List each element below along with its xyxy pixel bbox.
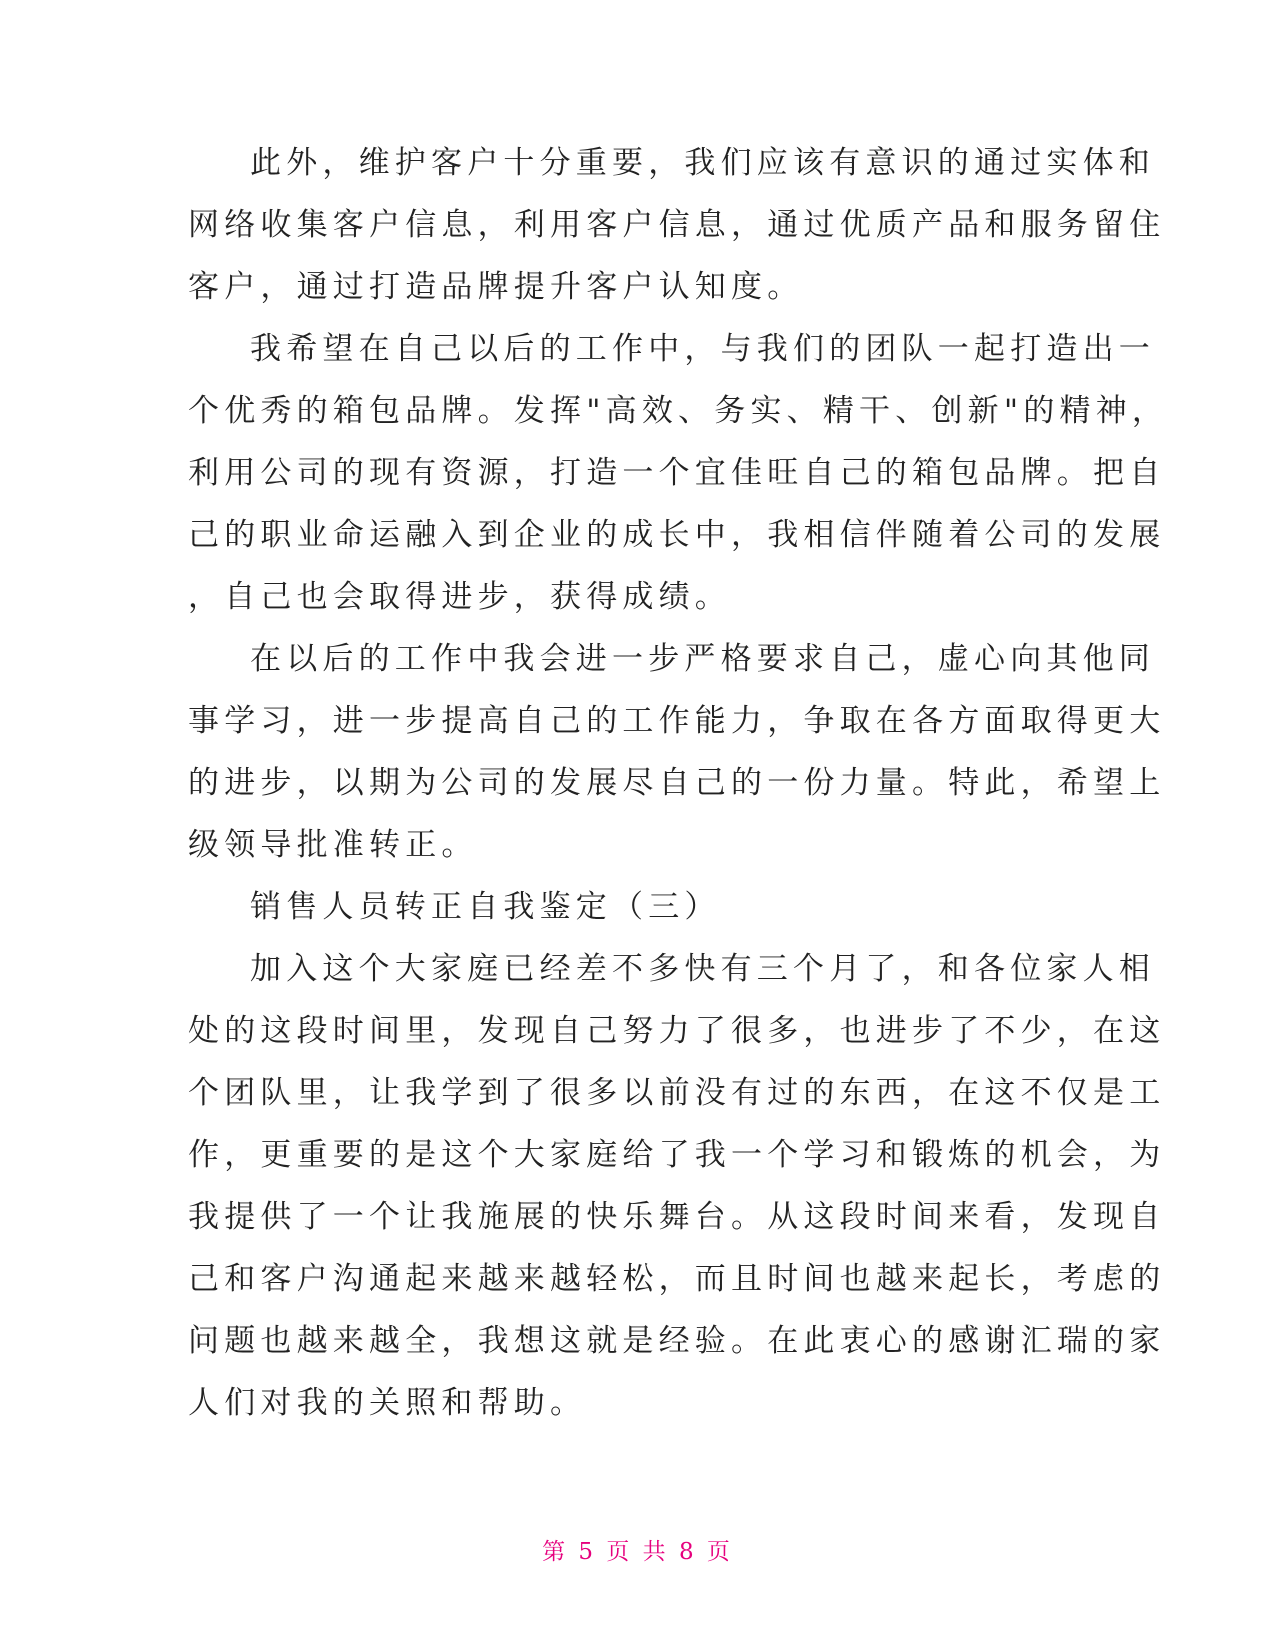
section-heading: 销售人员转正自我鉴定（三） <box>250 889 721 925</box>
paragraph-line: 个团队里，让我学到了很多以前没有过的东西，在这不仅是工 <box>188 1075 1166 1111</box>
paragraph-line: 的进步，以期为公司的发展尽自己的一份力量。特此，希望上 <box>188 765 1166 801</box>
paragraph-line: 人们对我的关照和帮助。 <box>188 1385 587 1421</box>
paragraph-line: 在以后的工作中我会进一步严格要求自己，虚心向其他同 <box>250 641 1155 677</box>
footer-prefix: 第 <box>542 1539 569 1565</box>
paragraph-line: 作，更重要的是这个大家庭给了我一个学习和锻炼的机会，为 <box>188 1137 1166 1173</box>
paragraph-line: 己的职业命运融入到企业的成长中，我相信伴随着公司的发展 <box>188 517 1166 553</box>
page-footer <box>0 1533 1275 1566</box>
footer-middle: 页 共 <box>606 1539 669 1565</box>
paragraph-line: 己和客户沟通起来越来越轻松，而且时间也越来起长，考虑的 <box>188 1261 1166 1297</box>
paragraph-line: 问题也越来越全，我想这就是经验。在此衷心的感谢汇瑞的家 <box>188 1323 1166 1359</box>
paragraph-line: 加入这个大家庭已经差不多快有三个月了，和各位家人相 <box>250 951 1155 987</box>
paragraph-line: 我提供了一个让我施展的快乐舞台。从这段时间来看，发现自 <box>188 1199 1166 1235</box>
paragraph-line: 我希望在自己以后的工作中，与我们的团队一起打造出一 <box>250 331 1155 367</box>
total-page-count: 8 <box>678 1539 697 1565</box>
paragraph-line: 个优秀的箱包品牌。发挥"高效、务实、精干、创新"的精神， <box>188 393 1169 429</box>
paragraph-line: 利用公司的现有资源，打造一个宜佳旺自己的箱包品牌。把自 <box>188 455 1166 491</box>
footer-suffix: 页 <box>706 1539 733 1565</box>
paragraph-line: 客户，通过打造品牌提升客户认知度。 <box>188 269 804 305</box>
current-page-number: 5 <box>578 1539 597 1565</box>
paragraph-line: 此外，维护客户十分重要，我们应该有意识的通过实体和 <box>250 145 1155 181</box>
paragraph-line: ，自己也会取得进步，获得成绩。 <box>188 579 731 615</box>
paragraph-line: 事学习，进一步提高自己的工作能力，争取在各方面取得更大 <box>188 703 1166 739</box>
paragraph-line: 处的这段时间里，发现自己努力了很多，也进步了不少，在这 <box>188 1013 1166 1049</box>
paragraph-line: 网络收集客户信息，利用客户信息，通过优质产品和服务留住 <box>188 207 1166 243</box>
paragraph-line: 级领导批准转正。 <box>188 827 478 863</box>
